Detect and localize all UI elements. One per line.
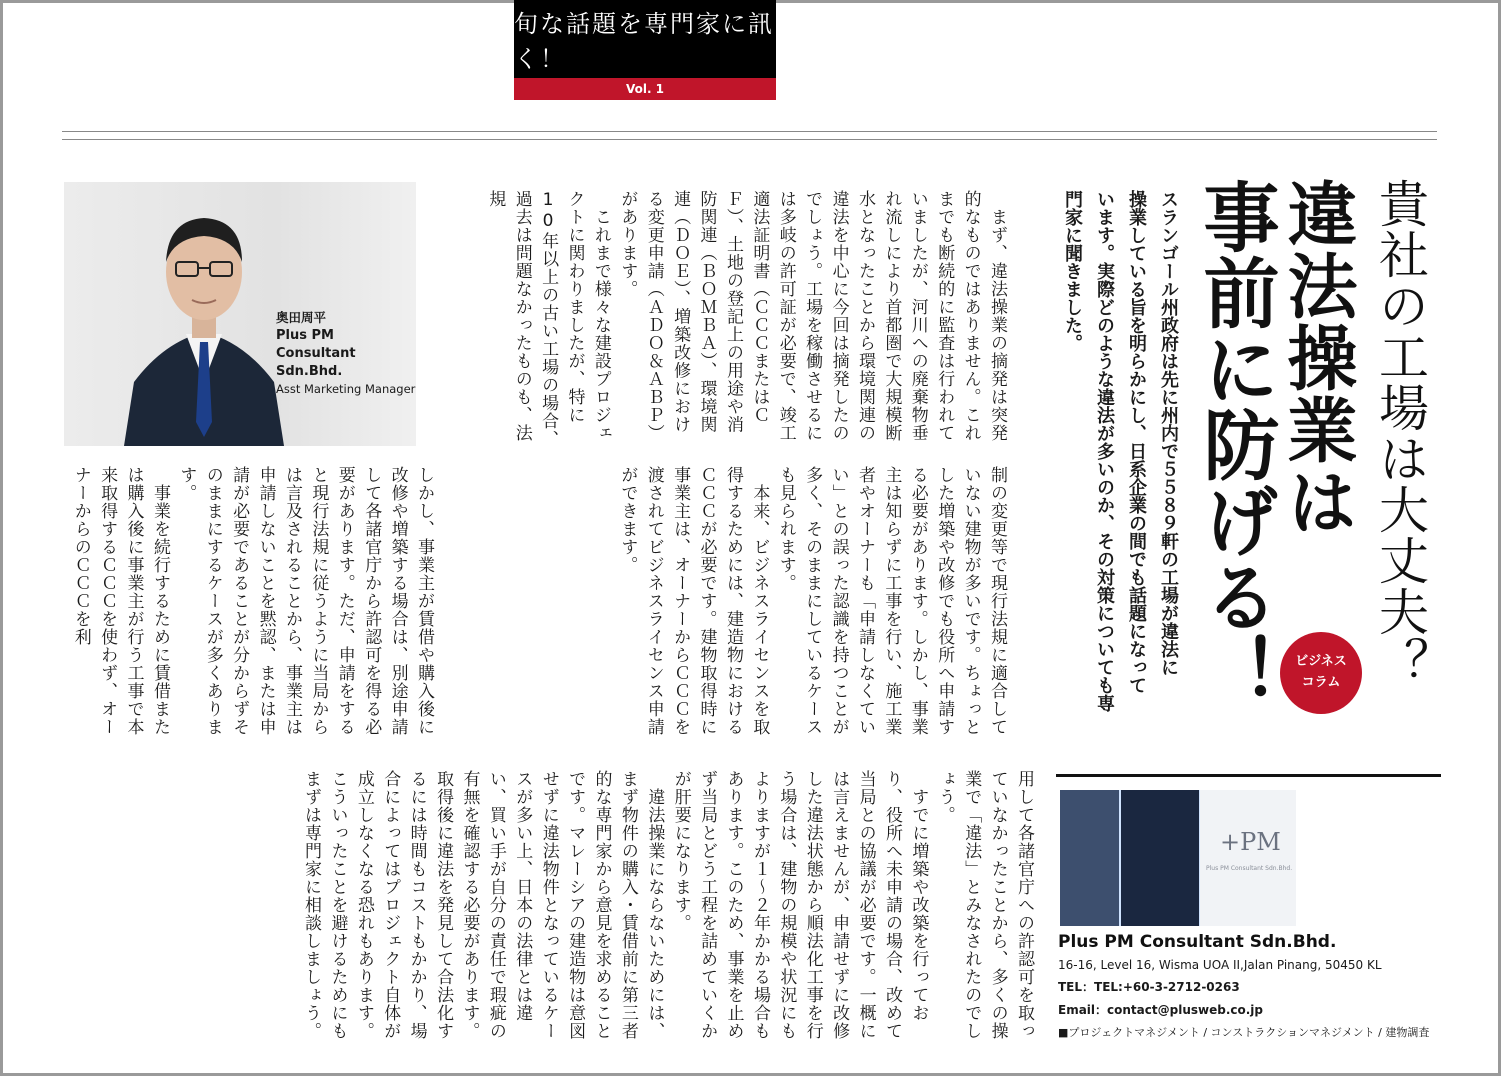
column-title: 旬な話題を専門家に訊く！ [514, 0, 776, 78]
headline-line3: 事前に防げる！ [1191, 178, 1280, 710]
lead-col2: 操業している旨を明らかにし、日系企業の間でも話題になって [1126, 190, 1147, 694]
divider-top [62, 131, 1437, 132]
headline-line2: 違法操業は [1276, 178, 1358, 538]
contact-address: 16-16, Level 16, Wisma UOA II,Jalan Pinang, 50450 KL [1058, 958, 1382, 972]
contact-email: Email：contact@plusweb.co.jp [1058, 1003, 1263, 1017]
contact-services: ■プロジェクトマネジメント / コンストラクションマネジメント / 建物調査 [1058, 1026, 1430, 1039]
expert-name: 奥田周平 [276, 310, 327, 325]
badge-line1: ビジネス [1295, 654, 1347, 670]
expert-company-line2: Sdn.Bhd. [276, 363, 343, 379]
office-sign: Plus PM Consultant Sdn.Bhd. [1206, 865, 1293, 872]
lead-col3: います。実際どのような違法が多いのか、その対策についても専 [1094, 190, 1115, 712]
body-text-lower-mid: 用して各諸官庁への許認可を取っていなかったことから、多くの操業で「違法」とみなされたのでしょう。 すでに増築や改築を行っており、役所へ未申請の場合、改めて当局との協議が必要です。一概には言えませんが、申請せずに改修した違法状態から順法化工事を行う場合は、建物の規模や状況にもよりますが１～２年かかる場合もあります。このため、事業を止めず当局とどう工程を詰めていくかが肝要になります。 違法操業にならないためには、まず物件の購入・賃借前に第三者的な専門家から意見を求めることです。マレーシアの建造物は意図せずに違法物件となっているケースが多い上、日本の法律とは違い、買い手が自分の責任で瑕疵の有無を確認する必要があります。取得後に違法を発見して合法化するには時間もコストもかかり、場合によってはプロジェクト自体が成立しなくなる恐れもあります。こういったことを避けるためにもまずは専門家に相談しましょう。 [301, 770, 1034, 1040]
portrait-illustration [104, 182, 304, 446]
headline-line1: 貴社の工場は大丈夫？ [1371, 178, 1429, 688]
volume-label: Vol. 1 [514, 78, 776, 100]
divider-bottom [62, 139, 1437, 140]
office-illustration [1060, 790, 1296, 926]
body-text-upper-mid: 制の変更等で現行法規に適合していない建物が多いです。ちょっとした増築や改修でも役所へ申請する必要があります。しかし、事業主は知らずに工事を行い、施工業者やオーナーも「申請しなくていい」との誤った認識を持つことが多く、そのままにしているケースも見られます。 本来、ビジネスライセンスを取得するためには、建造物におけるＣＣＣが必要です。建物取得時に事業主は、オーナーからＣＣＣを渡されてビジネスライセンス申請ができます。 [617, 466, 1007, 736]
badge-line2: コラム [1301, 675, 1341, 690]
body-text-lower-right: しかし、事業主が賃借や購入後に改修や増築する場合は、別途申請して各諸官庁から許認可を得る必要があります。ただ、申請をすると現行法規に従うように当局からは言及されることから、事業主は申請しないことを黙認、または申請が必要であることが分からずそのままにするケースが多くあります。 事業を続行するために賃借または購入後に事業主が行う工事で本来取得するＣＣＣを使わず、オーナーからのＣＣＣを利 [70, 466, 434, 736]
body-text-upper-right: まず、違法操業の摘発は突発的なものではありません。これまでも断続的に監査は行われていましたが、河川への廃棄物垂れ流しにより首都圏で大規模断水となったことから環境関連の違法を中心に今回は摘発したのでしょう。工場を稼働させるには多岐の許可証が必要で、竣工適法証明書（ＣＣＣまたはＣＦ）、土地の登記上の用途や消防関連（ＢＯＭＢＡ）、環境関連（ＤＯＥ）、増築改修における変更申請（ＡＤＯ＆ＡＢＰ）があります。 これまで様々な建設プロジェクトに関わりましたが、特に10年以上の古い工場の場合、過去は問題なかったものも、法規 [485, 190, 1007, 448]
contact-divider [1056, 774, 1441, 777]
expert-company-line1: Plus PM Consultant [276, 327, 356, 361]
contact-block [1058, 932, 1438, 1040]
business-column-badge [1280, 632, 1362, 714]
lead-col4: 門家に聞きました。 [1062, 190, 1083, 352]
office-photo [1060, 790, 1296, 926]
office-logo: +PM [1220, 828, 1281, 856]
contact-company: Plus PM Consultant Sdn.Bhd. [1058, 932, 1337, 952]
contact-tel: TEL：TEL:+60-3-2712-0263 [1058, 980, 1240, 994]
lead-col1: スランゴール州政府は先に州内で５５８９軒の工場が違法に [1158, 190, 1179, 676]
expert-caption [276, 309, 416, 397]
expert-title: Asst Marketing Manager [276, 382, 416, 397]
